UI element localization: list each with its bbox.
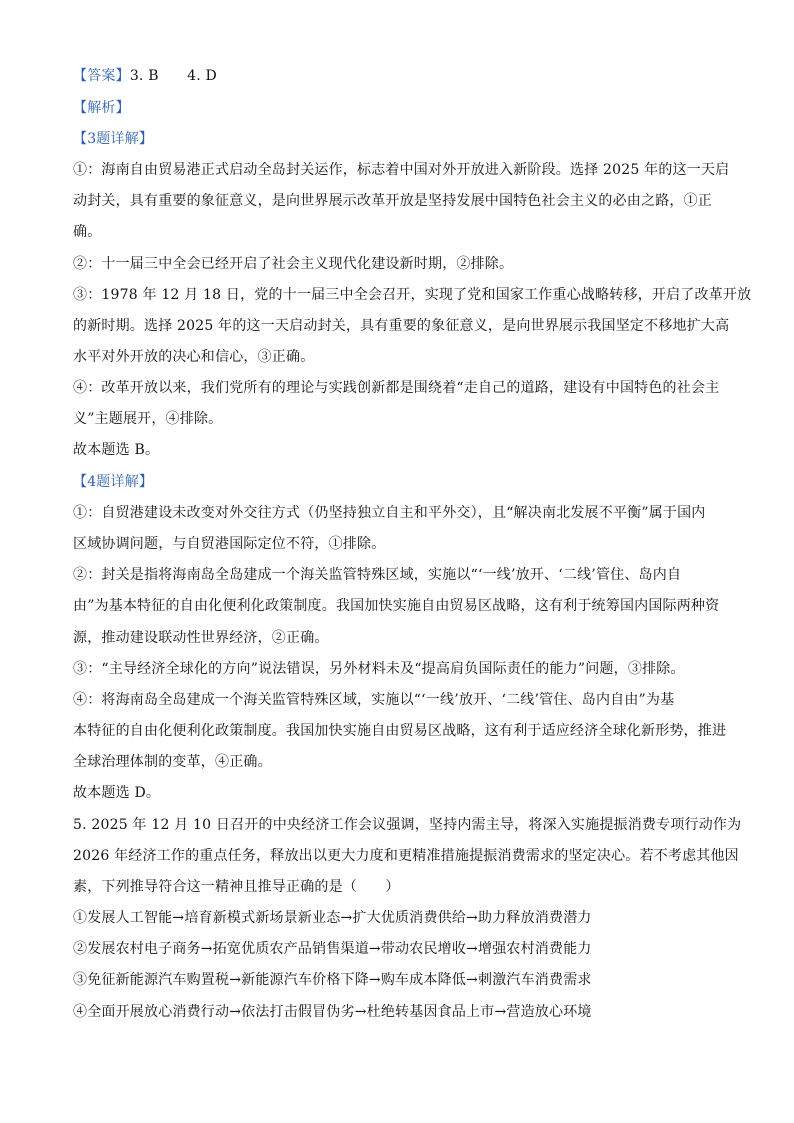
q4-line: 本特征的自由化便利化政策制度。我国加快实施自由贸易区战略，这有利于适应经济全球化新形势，推进 <box>73 723 727 739</box>
q4-line: 由”为基本特征的自由化便利化政策制度。我国加快实施自由贸易区战略，这有利于统筹国内国际两种资 <box>73 598 720 614</box>
q4-heading: 【4题详解】 <box>73 474 154 490</box>
q3-line: ④：改革开放以来，我们党所有的理论与实践创新都是围绕着“走自己的道路，建设有中国特色的社会主 <box>73 380 720 396</box>
q5-option: ③免征新能源汽车购置税→新能源汽车价格下降→购车成本降低→刺激汽车消费需求 <box>73 972 592 988</box>
q5-option: ①发展人工智能→培育新模式新场景新业态→扩大优质消费供给→助力释放消费潜力 <box>73 910 592 926</box>
q5-stem-line: 5. 2025 年 12 月 10 日召开的中央经济工作会议强调，坚持内需主导，将深入实施提振消费专项行动作为 <box>73 817 742 833</box>
q3-line: 动封关，具有重要的象征意义，是向世界展示改革开放是坚持发展中国特色社会主义的必由之路，①正 <box>73 193 712 209</box>
q3-line: 义”主题展开，④排除。 <box>73 411 223 427</box>
q3-line: ③：1978 年 12 月 18 日，党的十一届三中全会召开，实现了党和国家工作重心战略转移，开启了改革开放 <box>73 287 752 303</box>
q3-line: 的新时期。选择 2025 年的这一天启动封关，具有重要的象征意义，是向世界展示我国坚定不移地扩大高 <box>73 318 730 334</box>
q4-line: 源，推动建设联动性世界经济，②正确。 <box>73 630 329 646</box>
q5-stem-line: 2026 年经济工作的重点任务，释放出以更大力度和更精准措施提振消费需求的坚定决心。若不考虑其他因 <box>73 848 739 864</box>
q5-option: ②发展农村电子商务→拓宽优质农产品销售渠道→带动农民增收→增强农村消费能力 <box>73 941 592 957</box>
q3-conclusion: 故本题选 B。 <box>73 442 160 458</box>
q4-line: ②：封关是指将海南岛全岛建成一个海关监管特殊区域，实施以“‘一线’放开、‘二线’管住、岛内自 <box>73 567 682 583</box>
q3-line: 水平对外开放的决心和信心，③正确。 <box>73 349 315 365</box>
q4-line: ③：“主导经济全球化的方向”说法错误，另外材料未及“提高肩负国际责任的能力”问题，③排除。 <box>73 661 685 677</box>
q3-line: ①：海南自由贸易港正式启动全岛封关运作，标志着中国对外开放进入新阶段。选择 2025 年的这一天启 <box>73 162 730 178</box>
q5-option: ④全面开展放心消费行动→依法打击假冒伪劣→杜绝转基因食品上市→营造放心环境 <box>73 1004 592 1020</box>
answer-label: 【答案】 <box>73 68 130 84</box>
q4-line: 全球治理体制的变革，④正确。 <box>73 754 272 770</box>
q4-conclusion: 故本题选 D。 <box>73 785 161 801</box>
q4-line: ①：自贸港建设未改变对外交往方式（仍坚持独立自主和平外交），且“解决南北发展不平衡”属于国内 <box>73 505 706 521</box>
analysis-heading: 【解析】 <box>73 100 130 116</box>
q3-heading: 【3题详解】 <box>73 131 154 147</box>
answer-values: 3. B 4. D <box>129 68 217 84</box>
q4-line: 区域协调问题，与自贸港国际定位不符，①排除。 <box>73 536 386 552</box>
q3-line: 确。 <box>73 224 102 240</box>
answer-line <box>73 66 733 86</box>
q3-line: ②：十一届三中全会已经开启了社会主义现代化建设新时期，②排除。 <box>73 256 514 272</box>
q5-stem-line: 素，下列推导符合这一精神且推导正确的是（ ） <box>73 879 400 895</box>
q4-line: ④：将海南岛全岛建成一个海关监管特殊区域，实施以“‘一线’放开、‘二线’管住、岛内自由”为基 <box>73 692 675 708</box>
